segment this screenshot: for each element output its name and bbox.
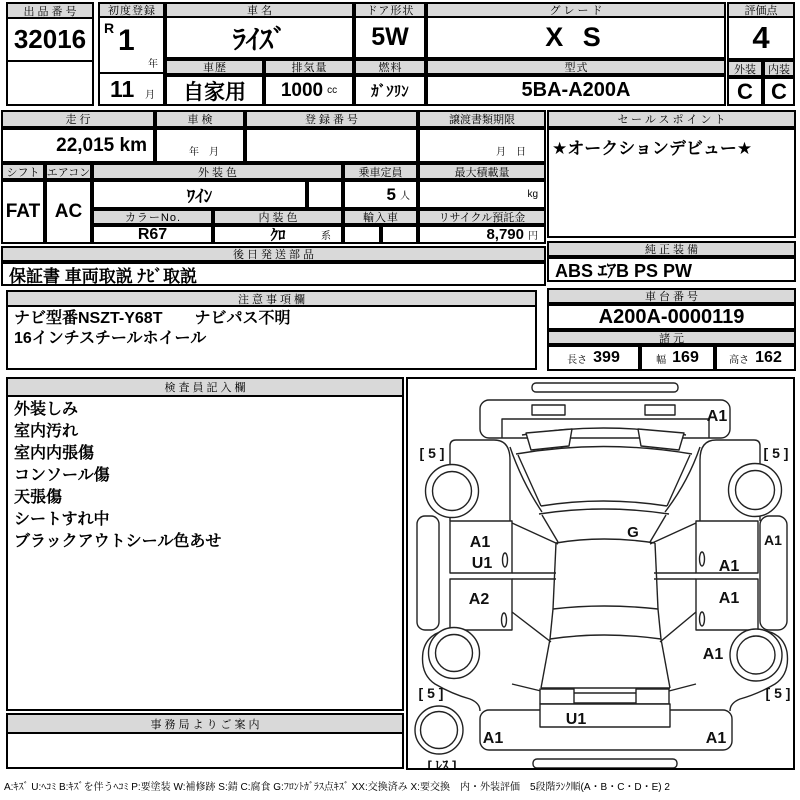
mark-door-rear-right: A1	[718, 590, 740, 607]
damage-diagram-box	[406, 377, 795, 770]
exterior-color-label: 外装色	[92, 163, 343, 180]
interior-grade: C	[763, 77, 795, 106]
mark-door-front-right: A1	[718, 558, 740, 575]
roof-side-left	[553, 543, 556, 609]
tail-lamp-right	[636, 689, 669, 704]
color-no-label: カラーNo.	[92, 209, 213, 225]
capacity-label: 乗車定員	[343, 163, 418, 180]
door-divider-left	[512, 573, 556, 579]
cowl-upper	[541, 501, 667, 506]
max-load-unit: kg	[527, 189, 538, 200]
wheel-rear-right	[730, 629, 782, 681]
lot-number-empty-box	[6, 60, 94, 106]
inspector-line: 室内汚れ	[14, 423, 79, 440]
a-pillar-right	[650, 523, 696, 544]
headlight-left	[526, 429, 572, 450]
spec-height	[715, 345, 796, 371]
lot-number: 32016	[6, 17, 94, 62]
spec-length	[547, 345, 640, 371]
import-box-1	[343, 225, 381, 244]
a-pillar-curve-left	[510, 447, 542, 512]
shaken-date	[155, 128, 245, 163]
mark-back-door: U1	[565, 711, 587, 728]
exterior-grade-label: 外装	[727, 60, 763, 77]
spare-tire	[415, 706, 463, 754]
rear-garnish	[574, 693, 636, 703]
inspector-notes	[6, 397, 404, 711]
wheel-front-left	[426, 465, 479, 518]
mark-front-bumper: A1	[706, 408, 728, 425]
later-parts-label: 後日発送部品	[1, 246, 546, 262]
chassis-number: A200A-0000119	[547, 304, 796, 330]
headlight-right	[638, 429, 684, 450]
rear-window-right	[658, 609, 661, 639]
grade-label: グレード	[426, 2, 726, 18]
model-code-label: 型式	[426, 59, 726, 75]
exterior-color-code-box	[307, 180, 343, 209]
registration-number-label: 登録番号	[245, 110, 418, 128]
mark-spare-tire: [ ﾚｽ ]	[427, 758, 457, 768]
registration-number	[245, 128, 418, 163]
rear-bottom-strip	[533, 759, 677, 768]
front-roof-strip	[532, 383, 678, 392]
inspector-line: シートすれ中	[14, 511, 110, 528]
mark-door-front-left-2: U1	[471, 555, 493, 572]
notes-label: 注意事項欄	[6, 290, 537, 307]
tire-depth-front-left: [ 5 ]	[419, 445, 445, 461]
tire-depth-front-right: [ 5 ]	[763, 445, 789, 461]
import-label: 輸入車	[343, 209, 418, 225]
hood-side-left	[518, 455, 541, 506]
score: 4	[727, 16, 795, 60]
aircon: AC	[45, 180, 92, 244]
spec-length-label: 長さ	[567, 354, 588, 366]
first-reg-year-unit: 年	[148, 59, 158, 70]
import-box-2	[381, 225, 418, 244]
notes-line-2: 16インチスチールホイール	[14, 330, 207, 347]
back-panel	[540, 704, 670, 727]
hood-side-right	[667, 455, 690, 506]
recycle-deposit	[418, 225, 546, 244]
rear-window-left	[550, 609, 553, 639]
tire-depth-rear-left: [ 5 ]	[418, 685, 444, 701]
mark-rear-bumper-right: A1	[705, 730, 727, 747]
equipment: ABS ｴｱB PS PW	[547, 257, 796, 282]
mark-windshield: G	[627, 524, 639, 541]
transfer-deadline-label: 譲渡書類期限	[418, 110, 546, 128]
a-pillar-curve-right	[665, 447, 700, 512]
mark-quarter-rear-right: A1	[702, 646, 724, 663]
door-shape-label: ドア形状	[354, 2, 426, 18]
quarter-right	[660, 612, 696, 691]
tailgate-right	[661, 639, 670, 688]
car-history-label: 車歴	[165, 59, 264, 75]
office-notice-content	[6, 734, 404, 769]
transfer-deadline	[418, 128, 546, 163]
shaken-label: 車検	[155, 110, 245, 128]
chassis-number-label: 車台番号	[547, 288, 796, 304]
tailgate-left	[541, 639, 550, 688]
capacity	[343, 180, 418, 209]
inspector-line: 外装しみ	[14, 401, 79, 418]
spec-width-value: 169	[672, 349, 699, 366]
inspector-line: コンソール傷	[14, 467, 110, 484]
mileage-label: 走行	[1, 110, 155, 128]
aircon-label: エアコン	[45, 163, 92, 180]
exterior-grade: C	[727, 77, 763, 106]
displacement-unit: cc	[327, 85, 338, 96]
side-sill-left	[417, 516, 439, 630]
fuel: ｶﾞｿﾘﾝ	[354, 75, 426, 106]
later-parts: 保証書 車両取説 ﾅﾋﾞ取説	[1, 262, 546, 286]
spec-width	[640, 345, 715, 371]
mileage: 22,015 km	[1, 128, 155, 163]
specs-label: 諸元	[547, 330, 796, 345]
car-history: 自家用	[165, 75, 264, 106]
first-registration-label: 初度登録	[98, 2, 165, 18]
first-reg-month-unit: 月	[145, 90, 155, 101]
mark-rear-bumper-left: A1	[482, 730, 504, 747]
spec-width-label: 幅	[656, 354, 667, 366]
rear-window-bottom	[550, 635, 661, 639]
inspector-label: 検査員記入欄	[6, 377, 404, 397]
displacement-label: 排気量	[264, 59, 354, 75]
car-name: ﾗｲｽﾞ	[165, 16, 354, 59]
inspector-line: 室内内張傷	[14, 445, 95, 462]
first-reg-year: 1	[118, 24, 135, 57]
color-no: R67	[92, 225, 213, 244]
spec-height-label: 高さ	[729, 354, 750, 366]
sales-point: ★オークションデビュー★	[547, 128, 796, 238]
mark-sill-right: A1	[764, 532, 782, 548]
tire-depth-rear-right: [ 5 ]	[765, 685, 791, 701]
transfer-hint: 月 日	[496, 147, 526, 158]
sales-point-label: セールスポイント	[547, 110, 796, 128]
grade: X S	[426, 16, 726, 59]
equipment-label: 純正装備	[547, 241, 796, 257]
capacity-value: 5	[386, 184, 396, 204]
car-name-label: 車名	[165, 2, 354, 18]
wheel-front-right	[729, 464, 782, 517]
legend: A:ｷｽﾞ U:ﾍｺﾐ B:ｷｽﾞを伴うﾍｺﾐ P:要塗装 W:補修跡 S:錆 C:腐食 G:ﾌﾛﾝﾄｶﾞﾗｽ点ｷｽﾞ XX:交換済み X:要交換 内・外装評価 5段階ﾗﾝｸ順(A・B・C・D・E) 2	[4, 782, 670, 793]
tail-lamp-left	[540, 689, 574, 704]
mark-door-rear-left: A2	[468, 591, 490, 608]
office-notice-label: 事務局よりご案内	[6, 713, 404, 734]
notes-line-1: ナビ型番NSZT-Y68T ナビパス不明	[14, 310, 291, 327]
roof-front-edge	[556, 539, 655, 543]
spec-height-value: 162	[755, 349, 782, 366]
fuel-label: 燃料	[354, 59, 426, 75]
model-code: 5BA-A200A	[426, 75, 726, 106]
spec-length-value: 399	[593, 349, 620, 366]
exterior-color: ﾜｲﾝ	[92, 180, 307, 209]
rear-window-top	[553, 606, 658, 609]
interior-color	[213, 225, 343, 244]
door-shape: 5W	[354, 16, 426, 59]
shaken-hint: 年 月	[189, 147, 219, 158]
interior-grade-label: 内装	[763, 60, 795, 77]
era-code: R	[104, 20, 115, 36]
shift-label: シフト	[1, 163, 45, 180]
recycle-value: 8,790	[486, 226, 524, 243]
roof-side-right	[655, 543, 658, 609]
notes-content	[6, 307, 537, 370]
recycle-deposit-label: リサイクル預託金	[418, 209, 546, 225]
a-pillar-left	[512, 523, 558, 544]
shift: FAT	[1, 180, 45, 244]
cowl-lower	[539, 509, 669, 514]
displacement-value: 1000	[280, 79, 324, 101]
interior-color-value: ｸﾛ	[270, 227, 286, 244]
car-damage-diagram	[408, 379, 793, 768]
displacement	[264, 75, 354, 106]
max-load	[418, 180, 546, 209]
interior-color-label: 内装色	[213, 209, 343, 225]
first-reg-month: 11	[110, 76, 135, 102]
interior-color-unit: 系	[321, 231, 331, 242]
inspector-line: ブラックアウトシール色あせ	[14, 533, 222, 550]
door-divider-right	[654, 573, 696, 579]
first-registration-month	[98, 72, 165, 106]
max-load-label: 最大積載量	[418, 163, 546, 180]
capacity-unit: 人	[400, 191, 410, 202]
quarter-left	[512, 612, 551, 691]
inspector-line: 天張傷	[14, 489, 63, 506]
lot-number-label: 出品番号	[6, 2, 94, 19]
first-registration-year	[98, 16, 165, 74]
recycle-unit: 円	[528, 231, 538, 242]
mark-door-front-left-1: A1	[469, 534, 491, 551]
score-label: 評価点	[727, 2, 795, 18]
